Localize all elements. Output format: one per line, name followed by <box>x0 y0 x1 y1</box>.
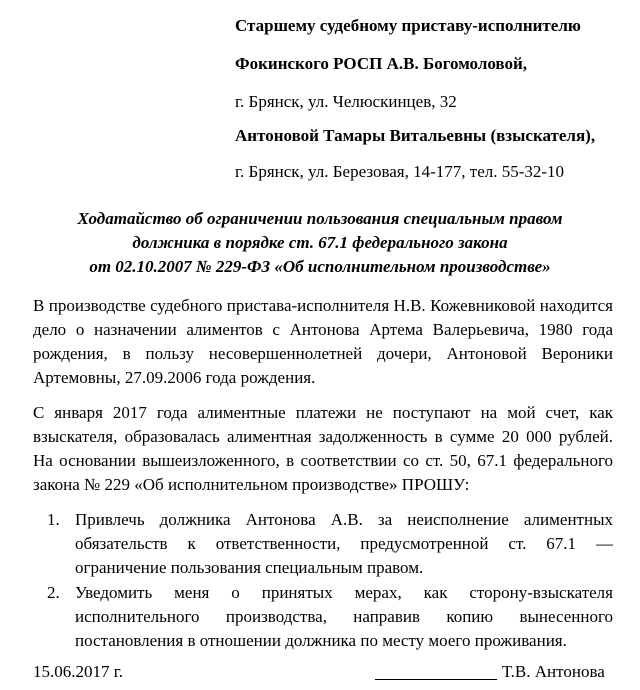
title-line-2: должника в порядке ст. 67.1 федерального закона <box>132 233 508 252</box>
signature-line <box>375 679 497 680</box>
request-text: Привлечь должника Антонова А.В. за неисполнение алиментных обязательств к ответственности, предусмотренной ст. 67.1 — ограничение пользования специальным правом. <box>75 510 613 577</box>
request-number: 1. <box>47 510 60 529</box>
request-number: 2. <box>47 583 60 602</box>
request-item-2 <box>47 581 613 653</box>
signature-block <box>0 660 640 684</box>
title-line-1: Ходатайство об ограничении пользования специальным правом <box>77 209 563 228</box>
paragraph-request-basis: С января 2017 года алиментные платежи не поступают на мой счет, как взыскателя, образовалась алиментная задолженность в сумме 20 000 рублей. На основании вышеизложенного, в соответствии со ст. 50, 67.1 федерального закона № 229 «Об исполнительном производстве» ПРОШУ: <box>33 403 613 494</box>
applicant-address: г. Брянск, ул. Березовая, 14-177, тел. 55-32-10 <box>235 162 565 181</box>
signer-name: Т.В. Антонова <box>502 662 605 681</box>
document-date: 15.06.2017 г. <box>33 662 124 681</box>
request-text: Уведомить меня о принятых мерах, как сторону-взыскателя исполнительного производства, направив копию вынесенного постановления в отношении должника по месту моего проживания. <box>75 583 613 650</box>
addressee-title: Старшему судебному приставу-исполнителю <box>235 16 581 35</box>
request-list <box>47 508 613 654</box>
addressee-address: г. Брянск, ул. Челюскинцев, 32 <box>235 92 457 111</box>
paragraph-case-info: В производстве судебного пристава-исполнителя Н.В. Кожевниковой находится дело о назначении алиментов с Антонова Артема Валерьевича, 1980 года рождения, в пользу несовершеннолетней дочери, Антоновой Вероники Артемовны, 27.09.2006 года рождения. <box>33 296 613 387</box>
title-line-3: от 02.10.2007 № 229-ФЗ «Об исполнительном производстве» <box>89 257 551 276</box>
request-item-1 <box>47 508 613 580</box>
document-title <box>30 207 610 279</box>
addressee-name: Фокинского РОСП А.В. Богомоловой, <box>235 54 528 73</box>
applicant-name: Антоновой Тамары Витальевны (взыскателя), <box>235 126 596 145</box>
